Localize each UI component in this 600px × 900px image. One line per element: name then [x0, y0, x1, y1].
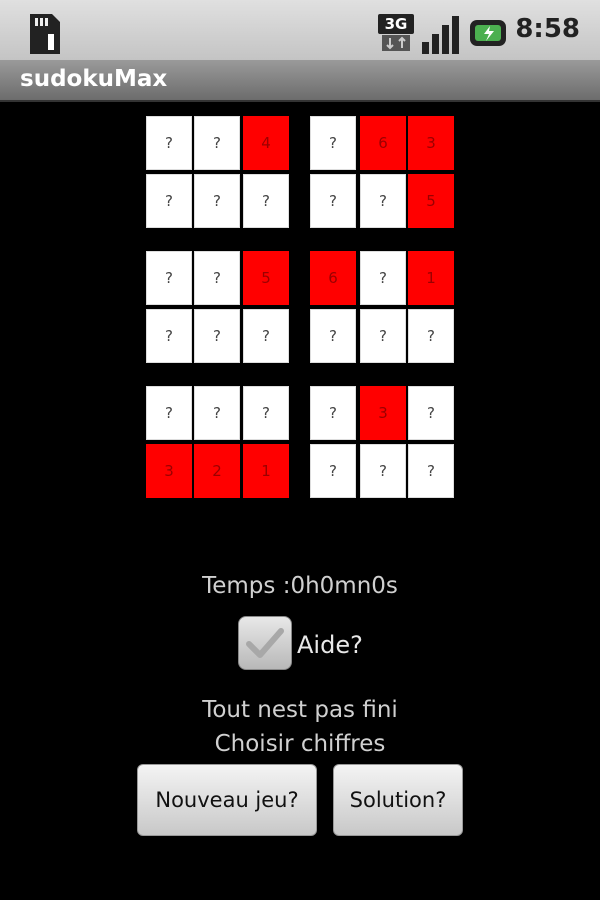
sudoku-cell[interactable]: 5	[243, 251, 289, 305]
sudoku-cell[interactable]: ?	[194, 116, 240, 170]
help-checkbox[interactable]	[238, 616, 292, 670]
solution-button[interactable]: Solution?	[333, 764, 463, 836]
checkmark-icon	[239, 617, 291, 669]
sudoku-cell[interactable]: ?	[310, 174, 356, 228]
sudoku-cell[interactable]: ?	[146, 116, 192, 170]
status-message: Tout nest pas fini	[202, 697, 398, 723]
sudoku-cell[interactable]: 6	[310, 251, 356, 305]
sudoku-cell[interactable]: 2	[194, 444, 240, 498]
new-game-button[interactable]: Nouveau jeu?	[137, 764, 317, 836]
sudoku-cell[interactable]: ?	[408, 309, 454, 363]
sudoku-cell[interactable]: 6	[360, 116, 406, 170]
sudoku-cell[interactable]: ?	[310, 116, 356, 170]
sudoku-cell[interactable]: 5	[408, 174, 454, 228]
sudoku-cell[interactable]: ?	[310, 386, 356, 440]
sudoku-cell[interactable]: 3	[360, 386, 406, 440]
sudoku-cell[interactable]: 1	[243, 444, 289, 498]
sudoku-cell[interactable]: ?	[408, 386, 454, 440]
sudoku-cell[interactable]: ?	[146, 251, 192, 305]
sudoku-cell[interactable]: ?	[243, 174, 289, 228]
sudoku-cell[interactable]: ?	[360, 174, 406, 228]
network-label: 3G	[378, 14, 414, 34]
sudoku-cell[interactable]: ?	[194, 251, 240, 305]
sudoku-cell[interactable]: ?	[243, 309, 289, 363]
help-checkbox-label[interactable]: Aide?	[297, 631, 363, 659]
sudoku-cell[interactable]: ?	[146, 174, 192, 228]
sudoku-cell[interactable]: ?	[310, 444, 356, 498]
sudoku-cell[interactable]: ?	[146, 309, 192, 363]
sudoku-cell[interactable]: ?	[360, 444, 406, 498]
app-title: sudokuMax	[20, 66, 168, 92]
prompt-message: Choisir chiffres	[214, 731, 386, 757]
sudoku-cell[interactable]: ?	[360, 251, 406, 305]
sudoku-cell[interactable]: 3	[408, 116, 454, 170]
clock: 8:58	[515, 14, 580, 44]
sudoku-cell[interactable]: ?	[243, 386, 289, 440]
sudoku-cell[interactable]: ?	[146, 386, 192, 440]
sudoku-cell[interactable]: ?	[360, 309, 406, 363]
sudoku-cell[interactable]: 3	[146, 444, 192, 498]
sudoku-cell[interactable]: ?	[194, 174, 240, 228]
sudoku-cell[interactable]: 4	[243, 116, 289, 170]
sudoku-cell[interactable]: ?	[408, 444, 454, 498]
sudoku-cell[interactable]: ?	[194, 386, 240, 440]
sudoku-cell[interactable]: ?	[194, 309, 240, 363]
sudoku-cell[interactable]: 1	[408, 251, 454, 305]
sudoku-cell[interactable]: ?	[310, 309, 356, 363]
timer-label: Temps :0h0mn0s	[202, 573, 398, 599]
